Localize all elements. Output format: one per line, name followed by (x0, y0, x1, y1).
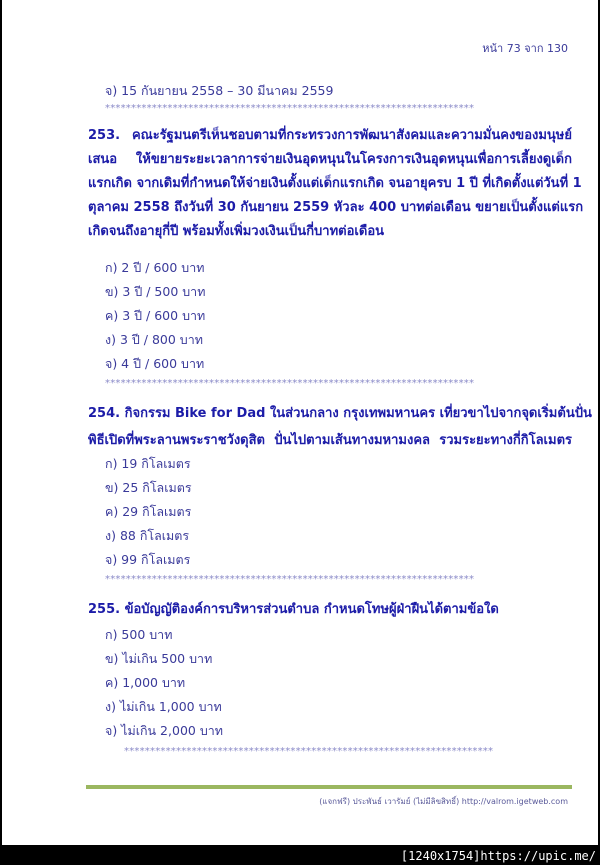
option: จ) 99 กิโลเมตร (105, 552, 191, 567)
question-text: แรกเกิด จากเดิมที่กำหนดให้จ่ายเงินตั้งแต่เด็กแรกเกิด จนอายุครบ 1 ปี ที่เกิดตั้งแต่วันที่ 1 (88, 176, 582, 191)
separator: *********************************************************************** (105, 574, 475, 585)
option: ข) 3 ปี / 500 บาท (105, 284, 206, 299)
question-text: เสนอ ให้ขยายระยะเวลาการจ่ายเงินอุดหนุนในโครงการเงินอุดหนุนเพื่อการเลี้ยงดูเด็ก (88, 152, 572, 167)
question-text: พิธีเปิดที่พระลานพระราชวังดุสิต ปั่นไปตามเส้นทางมหามงคล รวมระยะทางกี่กิโลเมตร (88, 433, 572, 448)
question-text: 254. กิจกรรม Bike for Dad ในส่วนกลาง กรุงเทพมหานคร เที่ยวขาไปจากจุดเริ่มต้นปั่น (88, 406, 592, 421)
option: ค) 3 ปี / 600 บาท (105, 308, 206, 323)
separator: *********************************************************************** (105, 103, 475, 114)
option: ง) 3 ปี / 800 บาท (105, 332, 203, 347)
option: ง) 88 กิโลเมตร (105, 528, 190, 543)
option: ค) 1,000 บาท (105, 675, 186, 690)
separator: *********************************************************************** (105, 378, 475, 389)
option: จ) 4 ปี / 600 บาท (105, 356, 205, 371)
option: ข) 25 กิโลเมตร (105, 480, 192, 495)
option: ก) 19 กิโลเมตร (105, 456, 191, 471)
option: ค) 29 กิโลเมตร (105, 504, 192, 519)
question-text: เกิดจนถึงอายุกี่ปี พร้อมทั้งเพิ่มวงเงินเป็นกี่บาทต่อเดือน (88, 224, 385, 239)
option: ข) ไม่เกิน 500 บาท (105, 651, 213, 666)
question-text: ตุลาคม 2558 ถึงวันที่ 30 กันยายน 2559 หัวละ 400 บาทต่อเดือน ขยายเป็นตั้งแต่แรก (88, 200, 584, 215)
question-text: 253. คณะรัฐมนตรีเห็นชอบตามที่กระทรวงการพัฒนาสังคมและความมั่นคงของมนุษย์ (88, 128, 572, 143)
option: ก) 500 บาท (105, 627, 173, 642)
option: จ) 15 กันยายน 2558 – 30 มีนาคม 2559 (105, 83, 334, 98)
footer-credit: (แจกฟรี) ประพันธ์ เวารัมย์ (ไม่มีลิขสิทธิ์) http://valrom.igetweb.com (319, 797, 568, 806)
footer-divider (86, 785, 572, 789)
option: จ) ไม่เกิน 2,000 บาท (105, 723, 224, 738)
page-number: หน้า 73 จาก 130 (482, 42, 568, 55)
image-stamp: [1240x1754]https://upic.me/ (400, 849, 596, 863)
question-text: 255. ข้อบัญญัติองค์การบริหารส่วนตำบล กำหนดโทษผู้ฝ่าฝืนได้ตามข้อใด (88, 602, 499, 617)
option: ก) 2 ปี / 600 บาท (105, 260, 205, 275)
separator: *********************************************************************** (124, 746, 494, 757)
document-page (2, 0, 598, 845)
option: ง) ไม่เกิน 1,000 บาท (105, 699, 222, 714)
